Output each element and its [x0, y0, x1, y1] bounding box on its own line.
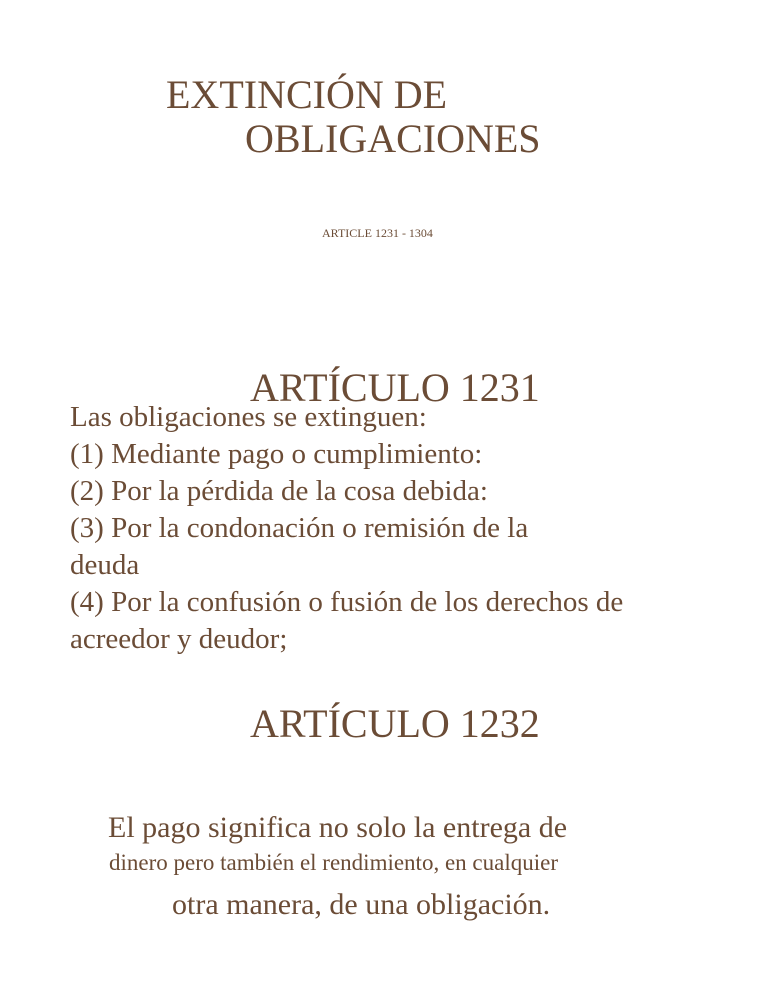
article-1231-line: (3) Por la condonación o remisión de la	[70, 512, 529, 544]
article-1231-line: (2) Por la pérdida de la cosa debida:	[70, 475, 488, 507]
article-1232-line: El pago significa no solo la entrega de	[108, 811, 568, 844]
article-range-subtitle: ARTICLE 1231 - 1304	[322, 226, 433, 240]
article-1231-body	[70, 399, 750, 658]
article-1231-line: acreedor y deudor;	[70, 623, 288, 655]
document-title-line-2: OBLIGACIONES	[245, 116, 541, 161]
document-title-line-1: EXTINCIÓN DE	[166, 72, 448, 117]
article-1231-line: (1) Mediante pago o cumplimiento:	[70, 438, 483, 470]
article-1231-line: deuda	[70, 549, 140, 581]
article-1231-line: (4) Por la confusión o fusión de los derechos de	[70, 586, 624, 618]
article-1231-line: Las obligaciones se extinguen:	[70, 401, 427, 433]
article-1232-line: otra manera, de una obligación.	[172, 888, 551, 921]
article-1232-line: dinero pero también el rendimiento, en cualquier	[109, 850, 558, 875]
article-1231-heading: ARTÍCULO 1231	[250, 365, 540, 410]
article-1232-heading: ARTÍCULO 1232	[250, 701, 540, 746]
